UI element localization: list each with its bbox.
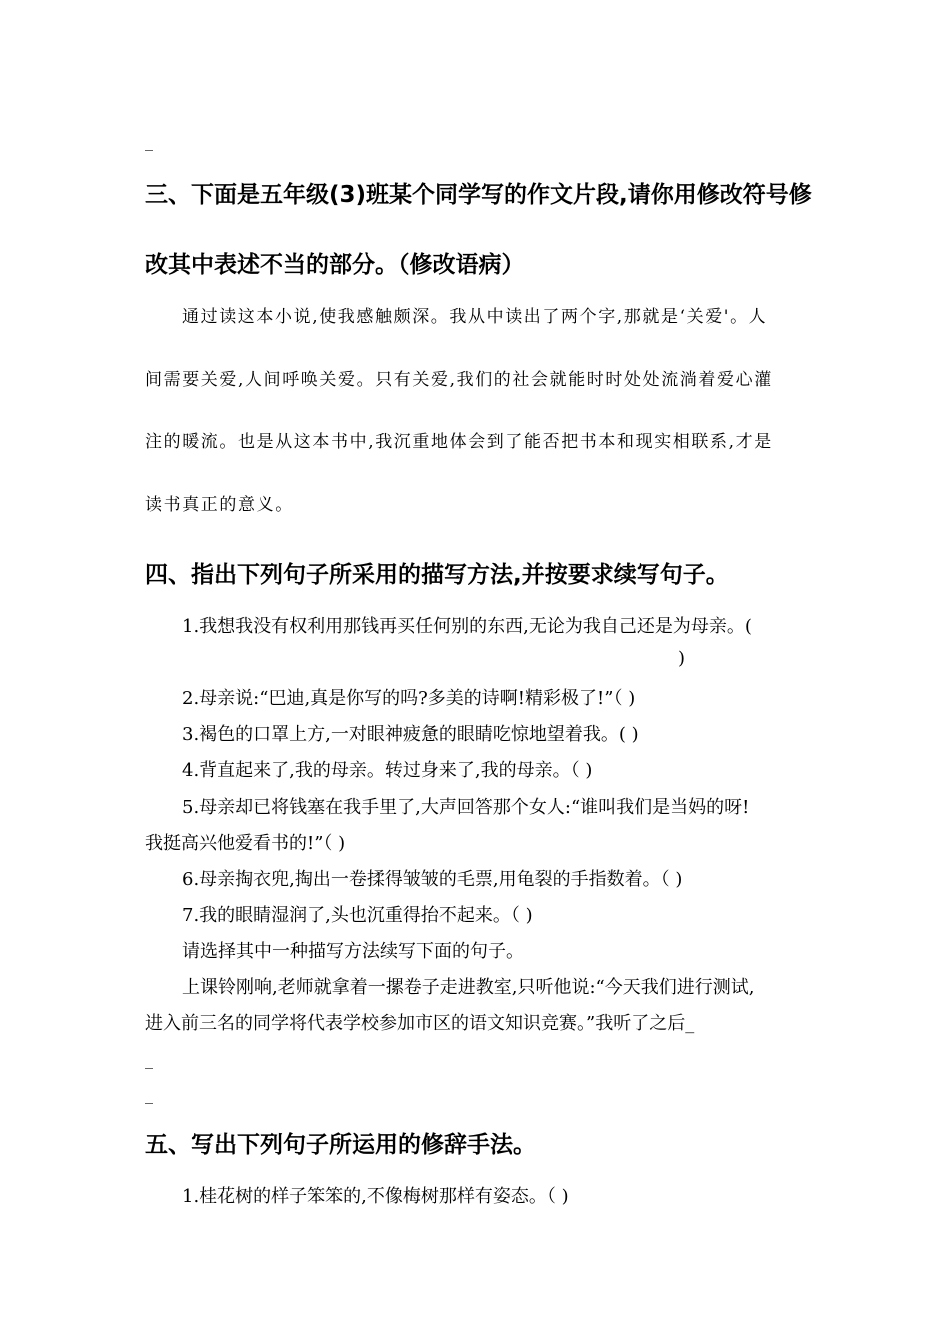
question-4-7: 7.我的眼睛湿润了,头也沉重得抬不起来。（ ) [182,905,533,926]
essay-paragraph-line-2: 间需要关爱,人间呼唤关爱。只有关爱,我们的社会就能时时处处流淌着爱心灌 [145,370,773,390]
section-3-title-line-1: 三、下面是五年级(3)班某个同学写的作文片段,请你用修改符号修 [145,182,812,208]
question-4-2: 2.母亲说:“巴迪,真是你写的吗?多美的诗啊!精彩极了!”（ ) [182,688,636,709]
essay-paragraph-line-1: 通过读这本小说,使我感触颇深。我从中读出了两个字,那就是‘关爱'。人 [182,307,768,327]
section-4-title: 四、指出下列句子所采用的描写方法,并按要求续写句子。 [145,562,729,588]
question-5-1: 1.桂花树的样子笨笨的,不像梅树那样有姿态。（ ) [182,1186,569,1207]
question-4-1-close-paren: ) [678,648,686,669]
section-5-title: 五、写出下列句子所运用的修辞手法。 [145,1132,536,1158]
essay-paragraph-line-4: 读书真正的意义。 [145,495,294,515]
question-4-6: 6.母亲掏衣兜,掏出一卷揉得皱皱的毛票,用龟裂的手指数着。（ ) [182,869,683,890]
blank-mark: _ [145,1085,153,1104]
question-4-5-line-2: 我挺高兴他爱看书的!”（ ) [145,833,346,854]
question-4-3: 3.褐色的口罩上方,一对眼神疲惫的眼睛吃惊地望着我。( ) [182,724,639,745]
essay-paragraph-line-3: 注的暖流。也是从这本书中,我沉重地体会到了能否把书本和现实相联系,才是 [145,432,773,452]
question-4-4: 4.背直起来了,我的母亲。转过身来了,我的母亲。（ ) [182,760,593,781]
continuation-prompt-line-2: 进入前三名的同学将代表学校参加市区的语文知识竞赛。”我听了之后_ [145,1013,695,1034]
blank-mark: _ [145,1050,153,1069]
section-3-title-line-2: 改其中表述不当的部分。（修改语病） [145,252,525,278]
continuation-prompt-line-1: 上课铃刚响,老师就拿着一摞卷子走进教室,只听他说:“今天我们进行测试, [182,977,755,998]
blank-mark: _ [145,132,153,151]
continuation-instruction: 请选择其中一种描写方法续写下面的句子。 [182,941,524,962]
question-4-1: 1.我想我没有权利用那钱再买任何别的东西,无论为我自己还是为母亲。( [182,616,752,637]
question-4-5-line-1: 5.母亲却已将钱塞在我手里了,大声回答那个女人:“谁叫我们是当妈的呀! [182,797,750,818]
